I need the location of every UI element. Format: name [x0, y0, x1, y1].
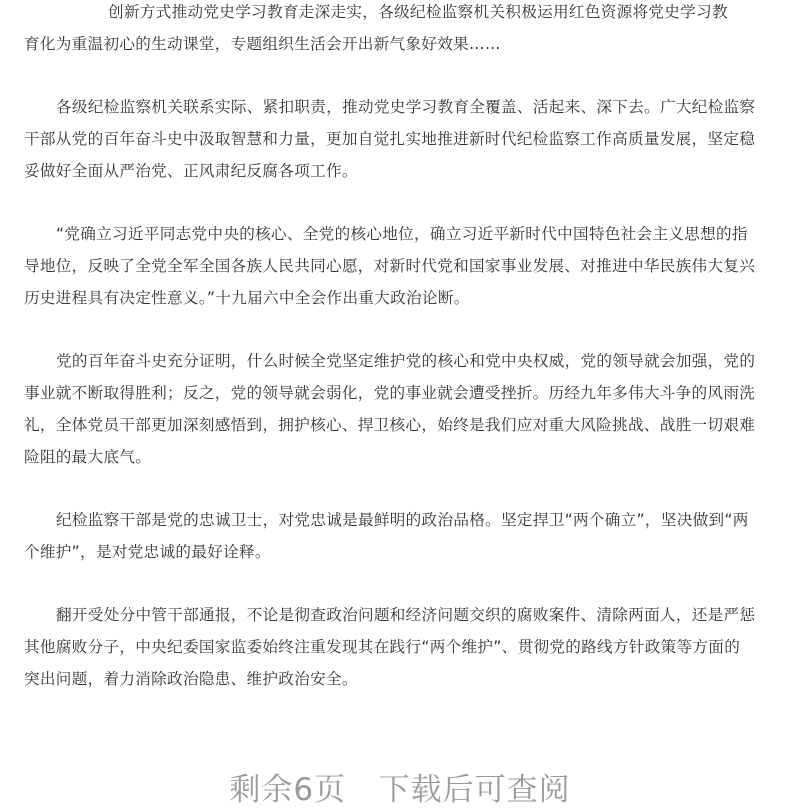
- paragraph-line: 突出问题，着力消除政治隐患、维护政治安全。: [24, 670, 358, 688]
- paragraph: [24, 345, 784, 473]
- paragraph-line: “党确立习近平同志党中央的核心、全党的核心地位，确立习近平新时代中国特色社会主义思想的指: [56, 225, 748, 243]
- paragraph-line: 干部从党的百年奋斗史中汲取智慧和力量，更加自觉扎实地推进新时代纪检监察工作高质量发展，坚定稳: [24, 130, 756, 148]
- paragraph-line: 导地位，反映了全党全军全国各族人民共同心愿，对新时代党和国家事业发展、对推进中华民族伟大复兴: [24, 257, 756, 275]
- paragraph-line: 育化为重温初心的生动课堂，专题组织生活会开出新气象好效果……: [24, 35, 501, 53]
- paragraph-line: 历史进程具有决定性意义。”十九届六中全会作出重大政治论断。: [24, 289, 470, 307]
- paragraph-line: 礼，全体党员干部更加深刻感悟到，拥护核心、捍卫核心，始终是我们应对重大风险挑战、战胜一切艰难: [24, 416, 756, 434]
- paragraph-line: 个维护”，是对党忠诚的最好诠释。: [24, 543, 271, 561]
- paragraph-line: 创新方式推动党史学习教育走深走实，各级纪检监察机关积极运用红色资源将党史学习教: [108, 3, 728, 21]
- paragraph-line: 党的百年奋斗史充分证明，什么时候全党坚定维护党的核心和党中央权威，党的领导就会加强，党的: [56, 352, 756, 370]
- paragraph-line: 各级纪检监察机关联系实际、紧扣职责，推动党史学习教育全覆盖、活起来、深下去。广大纪检监察: [56, 98, 756, 116]
- paragraph: [24, 0, 784, 60]
- paragraph: [24, 218, 784, 314]
- remaining-pages-download-prompt[interactable]: 剩余6页 下载后可查阅: [229, 772, 571, 808]
- paragraph-line: 其他腐败分子，中央纪委国家监委始终注重发现其在践行“两个维护”、贯彻党的路线方针政策等方面的: [24, 638, 741, 656]
- paragraph-line: 翻开受处分中管干部通报，不论是彻查政治问题和经济问题交织的腐败案件、清除两面人，还是严惩: [56, 606, 756, 624]
- paragraph-line: 妥做好全面从严治党、正风肃纪反腐各项工作。: [24, 162, 358, 180]
- document-body: [24, 0, 784, 726]
- paragraph-line: 险阻的最大底气。: [24, 448, 152, 466]
- paragraph: [24, 504, 784, 568]
- paragraph: [24, 599, 784, 695]
- paragraph-line: 纪检监察干部是党的忠诚卫士，对党忠诚是最鲜明的政治品格。坚定捍卫“两个确立”，坚决做到“两: [56, 511, 749, 529]
- paragraph: [24, 91, 784, 187]
- paragraph-line: 事业就不断取得胜利；反之，党的领导就会弱化，党的事业就会遭受挫折。历经九年多伟大斗争的风雨洗: [24, 384, 756, 402]
